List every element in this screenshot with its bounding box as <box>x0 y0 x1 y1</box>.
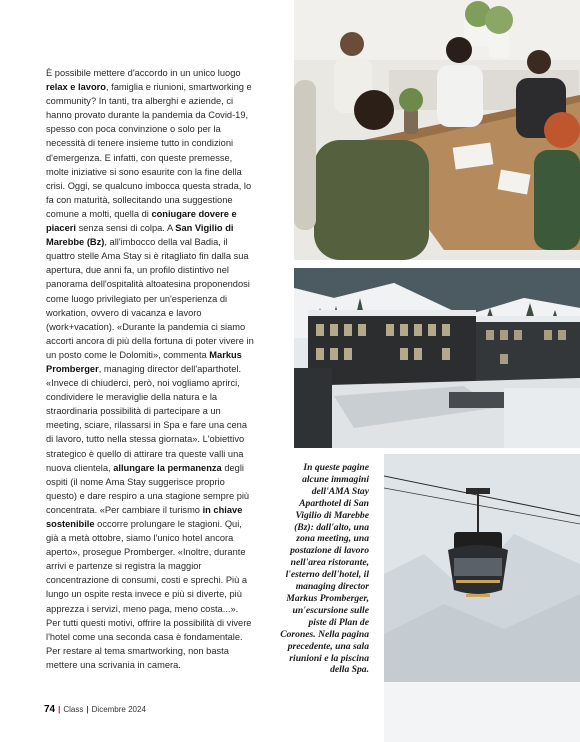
text-run: , managing director dell'aparthotel. «Invece di chiuderci, però, noi vogliamo aprirci, condividere le meraviglie della natura e la straordinaria possibilità di partecipare a un meeting, sciare, rilassarsi in Spa e fare una cena di lavoro, tutto nella stessa giornata». L'obiettivo strategico è quello di attirare tra queste valli una nuova clientela, <box>46 363 248 473</box>
photo-meeting-room <box>294 0 580 260</box>
text-run: È possibile mettere d'accordo in un unico luogo <box>46 68 241 78</box>
bold-run: allungare la permanenza <box>113 462 222 473</box>
issue-date: Dicembre 2024 <box>91 705 146 714</box>
photo-cable-car <box>384 454 580 742</box>
text-run: , all'imbocco della val Badia, il quattro stelle Ama Stay si è ritagliato fin dalla sua apertura, due anni fa, un profilo distintivo nel panorama dell'ospitalità altoatesina proponendosi come luogo privilegiato per un'esperienza di workation, ovvero di vacanza e lavoro (work+vacation). «Durante la pandemia ci siamo accorti ancora di più della fortuna di poter vivere in un posto come le Dolomiti», commenta <box>46 237 254 360</box>
photo-hotel-exterior <box>294 268 580 448</box>
bold-run: coniugare dovere e piaceri <box>46 208 237 234</box>
text-run: , famiglia e riunioni, smartworking e community? In tanti, tra alberghi e aziende, ci hanno provato durante la pandemia da Covid-19, spesso con poca convinzione o solo per la necessità di tenere insieme tutto in condizioni d'emergenza. E infatti, con queste premesse, molte iniziative si sono esaurite con la fine della crisi. Oggi, se qualcuno imbocca questa strada, lo fa con maturità, sollecitando una suggestione comune a molti, quella di <box>46 82 252 219</box>
bold-run: Markus Promberger <box>46 349 242 374</box>
article-body <box>46 66 254 672</box>
photo-caption: In queste pagine alcune immagini dell'AMA Stay Aparthotel di San Vigilio di Marebbe (Bz): dall'alto, una zona meeting, una postazione di lavoro nell'area ristorante, l'esterno dell'hotel, il managing director Markus Promberger, un'escursione sulle piste di Plan de Corones. Nella pagina precedente, una sala riunioni e la piscina della Spa. <box>280 462 369 676</box>
text-run: senza sensi di colpa. A <box>78 223 173 234</box>
footer-separator: | <box>58 705 61 714</box>
bold-run: relax e lavoro <box>46 82 106 93</box>
bold-run: San Vigilio di Marebbe (Bz) <box>46 223 234 248</box>
page-number: 74 <box>44 704 56 715</box>
page-footer <box>44 704 146 715</box>
bold-run: in chiave sostenibile <box>46 504 243 529</box>
footer-separator: | <box>86 705 89 714</box>
magazine-name: Class <box>63 705 84 714</box>
text-run: degli ospiti (il nome Ama Stay suggerisce proprio questo) e dare respiro a una stagione sempre più concentrata. «Per cambiare il turismo <box>46 462 250 515</box>
text-run: occorre prolungare le stagioni. Qui, già a metà ottobre, siamo l'unico hotel ancora aperto», prosegue Promberger. «Inoltre, durante arrivi e partenze si registra la maggior concentrazione di consumi, costi e sprechi. Più a lungo un ospite resta invece e più si diverte, più apprezza i servizi, meno paga, meno costa...». Per tutti questi motivi, offrire la possibilità di vivere l'hotel come una seconda casa è fondamentale. Per restare al tema smartworking, non basta mettere una scrivania in camera. <box>46 519 252 670</box>
